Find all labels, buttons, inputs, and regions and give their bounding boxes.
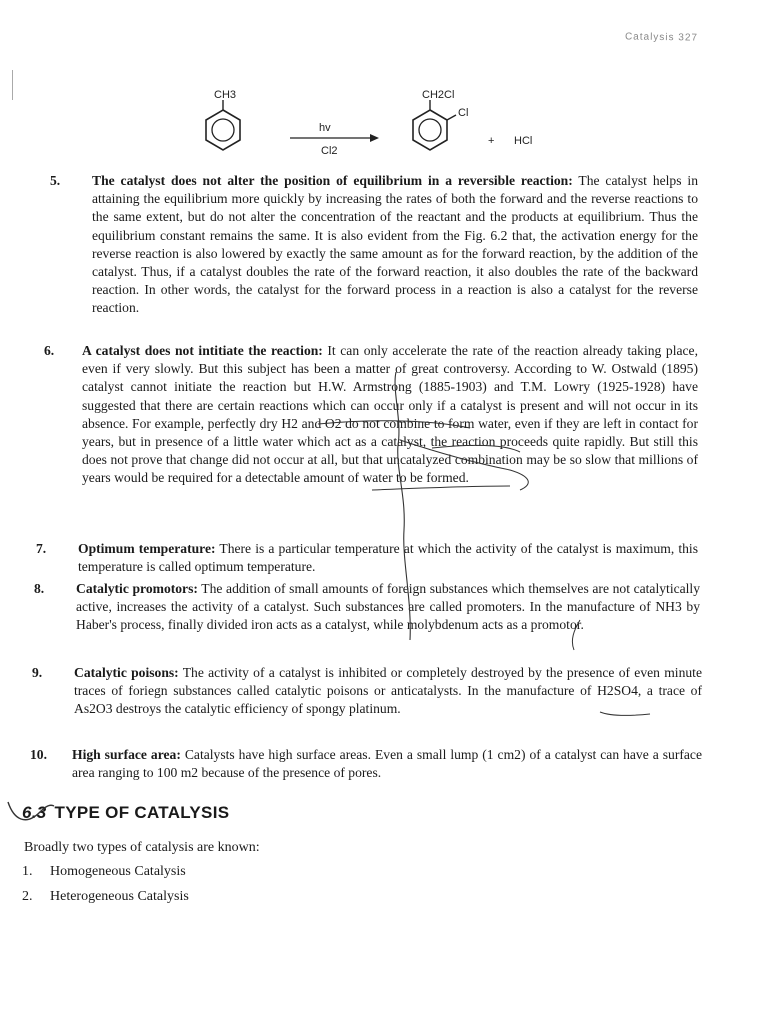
item-9 <box>32 664 702 740</box>
section-heading <box>22 803 229 823</box>
item-lead: Optimum temperature: <box>78 541 216 556</box>
margin-mark <box>12 70 13 100</box>
item-text: The catalyst helps in attaining the equilibrium more quickly by increasing the rates of both the forward and the reverse reactions to the same extent, but do not alter the concentration of the reactant and the products at equilibrium. Thus the equilibrium constant remains the same. It is also evident from the Fig. 6.2 that, the activation energy for the reverse reaction is also lowered by exactly the same amount as for the forward reaction, by the addition of the catalyst. Thus, if a catalyst doubles the rate of the forward reaction, it also doubles the rate of the backward reaction. In other words, the catalyst for the forward process in a reaction is also a catalyst for the reverse reaction. <box>92 173 698 316</box>
byproduct-label: HCl <box>514 135 533 147</box>
item-10 <box>30 746 702 786</box>
item-5 <box>50 172 698 337</box>
item-body <box>82 342 698 488</box>
item-text: There is a particular temperature at which the activity of the catalyst is maximum, this temperature is called optimum temperature. <box>78 541 698 575</box>
item-body <box>72 746 702 782</box>
reaction-arrow <box>290 122 379 157</box>
item-number: 7. <box>36 541 47 556</box>
section-number: 6.3 <box>22 803 47 822</box>
list-item-label: Homogeneous Catalysis <box>50 864 186 879</box>
product-group-label-1: CH2Cl <box>422 89 455 101</box>
item-lead: A catalyst does not intitiate the reaction: <box>82 343 323 358</box>
product-group-label-2: Cl <box>458 107 469 119</box>
list-item-label: Heterogeneous Catalysis <box>50 889 189 904</box>
benzyl-chloride-structure <box>413 89 468 150</box>
running-header: Catalysis 327 <box>624 31 699 44</box>
toluene-structure <box>206 89 240 150</box>
item-number: 8. <box>34 581 45 596</box>
list-item-1 <box>22 863 322 881</box>
item-body <box>76 580 700 635</box>
item-lead: Catalytic poisons: <box>74 665 179 680</box>
plus-sign: + <box>488 135 495 147</box>
list-item-2 <box>22 888 322 906</box>
item-number: 5. <box>50 173 61 188</box>
item-lead: The catalyst does not alter the position of equilibrium in a reversible reaction: <box>92 173 573 188</box>
item-text: Catalysts have high surface areas. Even a small lump (1 cm2) of a catalyst can have a surface area ranging to 100 m2 because of the presence of pores. <box>72 747 702 781</box>
section-title: TYPE OF CATALYSIS <box>54 803 230 822</box>
reaction-scheme <box>190 88 570 168</box>
item-lead: Catalytic promotors: <box>76 581 198 596</box>
item-body <box>92 172 698 318</box>
item-text: The activity of a catalyst is inhibited or completely destroyed by the presence of even minute traces of foriegn substances called catalytic poisons or anticatalysts. In the manufacture of H2SO4, a trace of As2O3 destroys the catalytic efficiency of spongy platinum. <box>74 665 702 717</box>
item-7 <box>36 540 698 578</box>
item-body <box>74 664 702 719</box>
arrow-condition-bottom: Cl2 <box>321 145 338 157</box>
item-number: 10. <box>30 747 47 762</box>
item-number: 9. <box>32 665 43 680</box>
item-6 <box>44 342 698 532</box>
list-item-number: 2. <box>22 889 33 904</box>
item-text: The addition of small amounts of foreign substances which themselves are not catalytically active, increases the activity of a catalyst. Such substances are called promoters. In the manufacture of NH3 by Haber's process, finally divided iron acts as a catalyst, while molybdenum acts as a promotor. <box>76 581 701 633</box>
section-intro: Broadly two types of catalysis are known: <box>24 840 260 855</box>
reactant-group-label: CH3 <box>214 89 237 101</box>
list-item-number: 1. <box>22 864 33 879</box>
item-8 <box>34 580 700 656</box>
item-lead: High surface area: <box>72 747 181 762</box>
item-text: It can only accelerate the rate of the reaction already taking place, even if very slowly. But this subject has been a matter of great controversy. According to W. Ostwald (1895) catalyst cannot initiate the reaction but H.W. Armstrong (1885-1903) and T.M. Lowry (1925-1928) have suggested that there are certain reactions which can occur only if a catalyst is present and will not occur in its absence. For example, perfectly dry H2 and O2 do not combine to form water, even if they are left in contact for years, but in presence of a little water which act as a catalyst, the reaction proceeds quite rapidly. But still this does not prove that change did not occur at all, but that uncatalyzed combination may be so slow that millions of years would be required for a detectable amount of water to be formed. <box>82 343 698 486</box>
reaction-scheme-svg <box>190 88 570 168</box>
arrow-condition-top: hv <box>319 122 331 134</box>
item-body <box>78 540 698 576</box>
item-number: 6. <box>44 343 55 358</box>
